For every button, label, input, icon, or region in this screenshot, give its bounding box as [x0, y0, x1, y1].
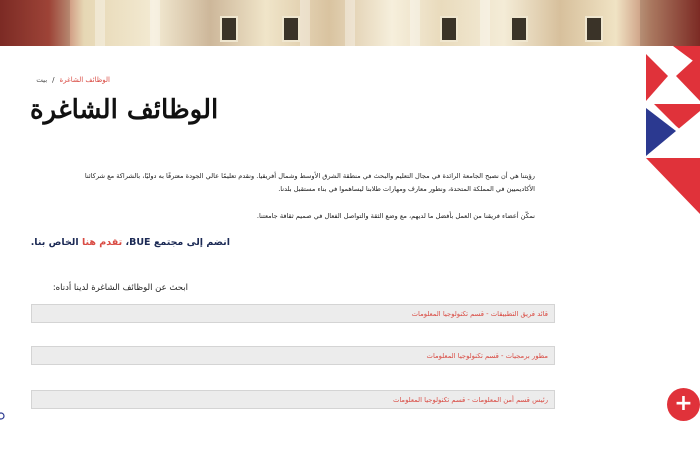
- page-title: الوظائف الشاغرة: [30, 95, 219, 125]
- hero-column: [345, 0, 355, 46]
- hero-column: [300, 0, 310, 46]
- hero-window: [282, 16, 300, 42]
- join-brand: BUE: [129, 237, 151, 248]
- hero-window: [440, 16, 458, 42]
- job-listing-item[interactable]: مطور برمجيات - قسم تكنولوجيا المعلومات: [31, 346, 555, 365]
- intro-paragraph: رؤيتنا هي أن نصبح الجامعة الرائدة في مجال التعليم والبحث في منطقة الشرق الأوسط وشمال أفريقيا. ونقدم تعليمًا عالي الجودة معترفًا به دوليًا، بالشراكة مع شركائنا الأكاديميين في المملكة المتحدة، ونطور معارف ومهارات طلابنا ليساهموا في بناء مستقبل بلدنا.: [84, 172, 535, 193]
- hero-banner: [0, 0, 700, 46]
- hero-column: [95, 0, 105, 46]
- hero-column: [410, 0, 420, 46]
- hero-window: [220, 16, 238, 42]
- hero-shade: [0, 0, 70, 46]
- chevron-pattern-decor: [646, 46, 700, 216]
- hero-shade: [640, 0, 700, 46]
- join-prefix: انضم إلى مجتمع: [153, 237, 230, 248]
- breadcrumb-home[interactable]: بيت: [36, 76, 48, 84]
- hero-window: [585, 16, 603, 42]
- breadcrumb-separator: /: [52, 76, 55, 84]
- hero-column: [480, 0, 490, 46]
- plus-icon[interactable]: +: [667, 388, 700, 421]
- hero-column: [150, 0, 160, 46]
- breadcrumb-current[interactable]: الوظائف الشاغرة: [59, 76, 110, 84]
- job-listing-item[interactable]: قائد فريق التطبيقات - قسم تكنولوجيا المعلومات: [31, 304, 555, 323]
- circle-outline-icon: [0, 412, 6, 420]
- hero-window: [510, 16, 528, 42]
- join-suffix: الخاص بنا.: [30, 237, 79, 248]
- intro-paragraph-team: نمكّن أعضاء فريقنا من العمل بأفضل ما لديهم، مع وضع الثقة والتواصل الفعال في صميم ثقافة جامعتنا.: [256, 212, 535, 220]
- search-vacancies-label: ابحث عن الوظائف الشاغرة لدينا أدناه:: [52, 283, 188, 293]
- breadcrumb: [36, 76, 110, 84]
- job-listing-item[interactable]: رئيس قسم أمن المعلومات - قسم تكنولوجيا المعلومات: [31, 390, 555, 409]
- apply-here-link[interactable]: تقدم هنا: [81, 237, 123, 248]
- join-community-line: انضم إلى مجتمع BUE، تقدم هنا الخاص بنا.: [30, 237, 230, 248]
